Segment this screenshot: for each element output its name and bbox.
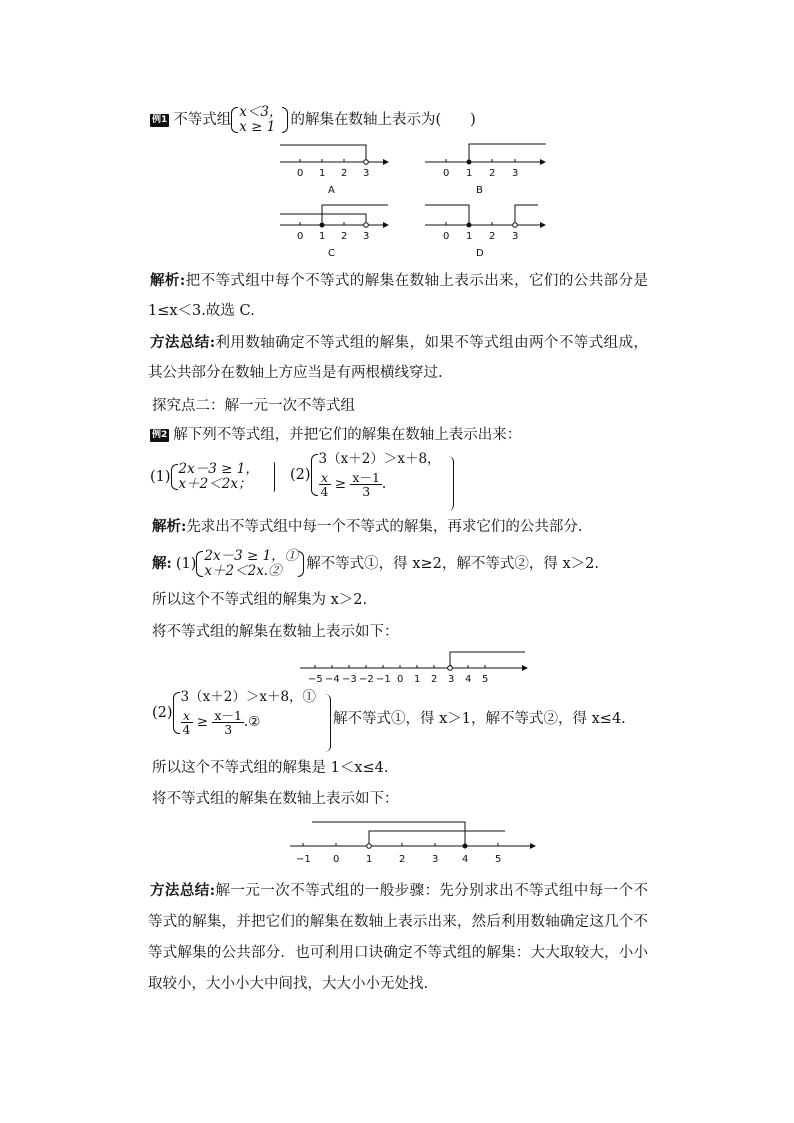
tick-label: 4 [462, 854, 469, 865]
tick-label: 0 [297, 231, 304, 242]
analysis-label: 解析: [152, 518, 187, 535]
ineq: 2x－3 ≥ 1，① [204, 548, 299, 564]
example-1-prompt [150, 105, 476, 135]
tick-label: 3 [363, 168, 370, 179]
frac-den: 3 [362, 484, 371, 499]
tick-label: 0 [443, 231, 450, 242]
tick-label: −4 [325, 674, 340, 685]
solution-2-show: 将不等式组的解集在数轴上表示如下： [152, 791, 399, 807]
frac-num: x－1 [352, 470, 380, 485]
solution-label: 解: [152, 555, 172, 572]
solution-1-number-line [295, 648, 535, 690]
ineq: x＋2＜2x； [178, 476, 252, 492]
example-1-tail: 的解集在数轴上表示为( ) [290, 112, 476, 128]
tick-label: 2 [489, 231, 496, 242]
solution-1-num: (1) [175, 556, 197, 572]
solution-2-system [173, 690, 317, 736]
problem-2-system [311, 452, 441, 498]
solution-2 [152, 690, 316, 736]
tick-label: 1 [466, 168, 473, 179]
tick-label: 0 [397, 674, 404, 685]
ge-sign: ≥ [196, 714, 209, 730]
example-1-ineq-2: x ≥ 1 [239, 119, 276, 135]
solution-1-system [196, 549, 298, 579]
problem-1 [150, 462, 259, 492]
option-b-number-line [425, 144, 546, 196]
tick-label: 0 [443, 168, 450, 179]
solution-2-text: 解不等式①，得 x＞1，解不等式②，得 x≤4. [333, 711, 626, 727]
tick-label: −5 [308, 674, 323, 685]
ineq: 3（x＋2）＞x＋8，① [180, 689, 317, 705]
tick-label: 1 [319, 168, 326, 179]
option-c-label: C [328, 248, 335, 259]
example-1-text: 不等式组 [173, 112, 232, 128]
section-title: 探究点二：解一元一次不等式组 [152, 398, 355, 414]
tick-label: 2 [489, 168, 496, 179]
end-mark: .② [243, 714, 261, 730]
tick-label: 1 [366, 854, 373, 865]
frac-num: x [319, 471, 331, 485]
solution-2-num: (2) [152, 705, 173, 721]
example-1-system [231, 105, 282, 135]
ge-sign: ≥ [334, 476, 347, 492]
example-1-badge: 例1 [152, 114, 168, 125]
problem-2 [290, 452, 441, 498]
tick-label: −1 [376, 674, 391, 685]
solution-1-text: 解不等式①，得 x≥2，解不等式②，得 x＞2. [306, 556, 599, 572]
tick-label: 1 [466, 231, 473, 242]
option-d-number-line [425, 205, 545, 259]
problem-1-label: (1) [150, 469, 171, 485]
tick-label: 4 [465, 674, 472, 685]
example-1-options [270, 138, 570, 266]
tick-label: 2 [399, 854, 406, 865]
solution-1-show: 将不等式组的解集在数轴上表示如下： [152, 624, 399, 640]
analysis-1 [148, 266, 648, 326]
summary-text: 解一元一次不等式组的一般步骤：先分别求出不等式组中每一个不等式的解集，并把它们的解集在数轴上表示出来，然后利用数轴确定这几个不等式解集的公共部分．也可利用口诀确定不等式组的解集：大大取较大，小小取较小，大小小大中间找，大大小小无处找. [148, 883, 649, 992]
tick-label: 3 [432, 854, 439, 865]
tick-label: 5 [482, 674, 489, 685]
tick-label: 0 [297, 168, 304, 179]
solution-2-bracket [325, 694, 331, 752]
solution-1-result: 所以这个不等式组的解集为 x＞2. [152, 592, 368, 608]
ineq: x＋2＜2x.② [204, 563, 282, 579]
option-a-label: A [328, 185, 335, 196]
summary-label: 方法总结: [150, 334, 216, 351]
tick-label: 3 [512, 168, 519, 179]
example-1-ineq-1: x＜3， [239, 104, 283, 120]
frac-num: x [181, 709, 193, 723]
analysis-2 [152, 517, 582, 537]
example-2-badge: 例2 [152, 429, 168, 440]
solution-2-result: 所以这个不等式组的解集是 1＜x≤4. [152, 760, 389, 776]
summary-1 [148, 328, 648, 388]
frac-den: 4 [182, 722, 191, 737]
tick-label: 2 [341, 231, 348, 242]
analysis-text: 先求出不等式组中每一个不等式的解集，再求它们的公共部分. [186, 519, 583, 535]
example-2-text: 解下列不等式组，并把它们的解集在数轴上表示出来： [173, 427, 522, 443]
option-c-number-line [280, 205, 388, 259]
analysis-text: 把不等式组中每个不等式的解集在数轴上表示出来，它们的公共部分是 1≤x＜3.故选 C. [148, 273, 648, 319]
frac-den: 3 [224, 722, 233, 737]
frac-num: x－1 [214, 708, 242, 723]
end-mark: . [381, 476, 387, 492]
summary-2 [148, 875, 648, 1000]
option-b-label: B [476, 185, 483, 196]
frac-den: 4 [320, 484, 329, 499]
tick-label: 2 [341, 168, 348, 179]
summary-label: 方法总结: [150, 882, 216, 899]
tick-label: 1 [414, 674, 421, 685]
tick-label: −3 [342, 674, 357, 685]
tick-label: 1 [319, 231, 326, 242]
ineq: 3（x＋2）＞x＋8， [318, 451, 441, 467]
solution-1 [152, 549, 599, 579]
problem-2-bracket [448, 456, 454, 511]
tick-label: 3 [512, 231, 519, 242]
tick-label: 5 [495, 854, 502, 865]
example-2-prompt [150, 425, 521, 445]
summary-text: 利用数轴确定不等式组的解集，如果不等式组由两个不等式组成，其公共部分在数轴上方应当是有两根横线穿过. [148, 335, 649, 381]
problem-1-bracket [273, 462, 275, 492]
option-d-label: D [476, 248, 484, 259]
tick-label: 2 [431, 674, 438, 685]
tick-label: −2 [359, 674, 374, 685]
ineq: 2x－3 ≥ 1， [178, 461, 259, 477]
option-a-number-line [280, 145, 388, 196]
tick-label: 3 [448, 674, 455, 685]
tick-label: 0 [333, 854, 340, 865]
tick-label: 3 [363, 231, 370, 242]
problem-2-label: (2) [290, 467, 311, 483]
problem-1-system [171, 462, 259, 492]
solution-2-number-line [285, 816, 540, 868]
tick-label: −1 [296, 854, 311, 865]
analysis-label: 解析: [150, 272, 186, 289]
